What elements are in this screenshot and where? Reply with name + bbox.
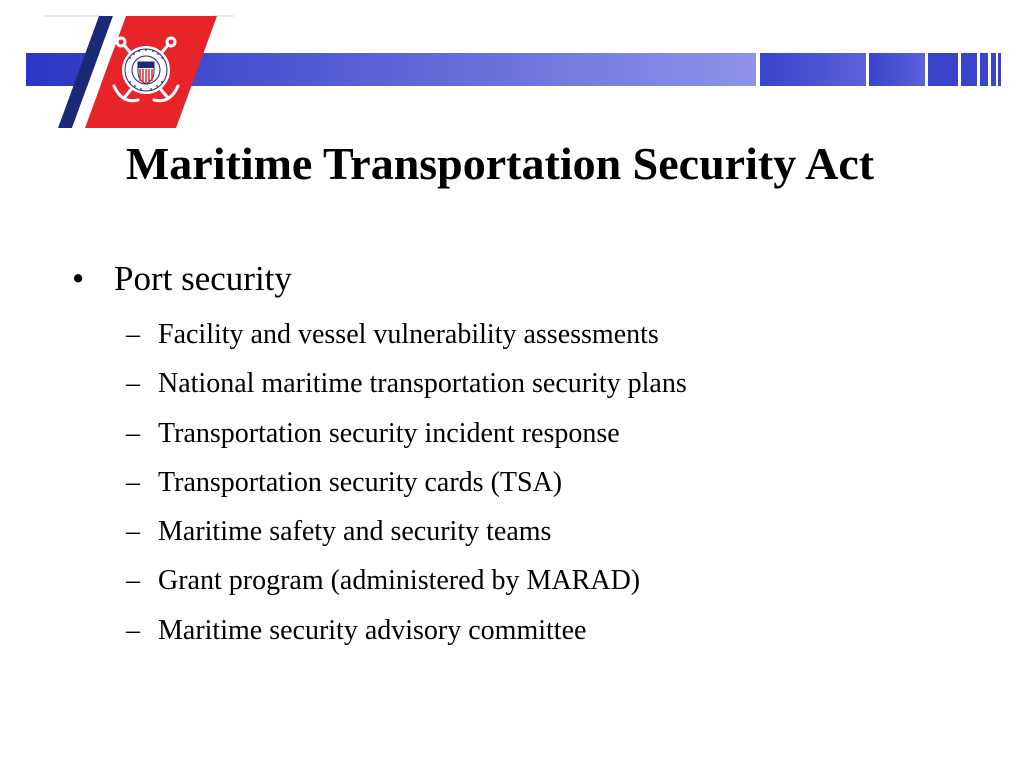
dash-marker: –	[126, 516, 140, 548]
sub-bullet-item	[72, 507, 992, 556]
sub-bullet-text: Transportation security incident response	[158, 417, 620, 449]
dash-marker: –	[126, 417, 140, 449]
sub-bullet-text: Facility and vessel vulnerability assessments	[158, 319, 659, 350]
bullet-text: Port security	[114, 259, 292, 298]
bullet-list	[72, 254, 992, 655]
header-band	[0, 0, 1024, 140]
sub-bullet-text: National maritime transportation security plans	[158, 368, 687, 400]
header-block	[961, 53, 977, 86]
sub-bullet-item	[72, 310, 992, 359]
sub-bullet-item	[72, 409, 992, 458]
sub-bullet-text: Maritime safety and security teams	[158, 516, 552, 548]
bullet-level-1	[72, 254, 992, 304]
bullet-item	[72, 254, 992, 655]
header-block	[869, 53, 925, 86]
slide-title: Maritime Transportation Security Act	[125, 138, 875, 189]
sub-bullet-text: Transportation security cards (TSA)	[158, 466, 563, 498]
dash-marker: –	[126, 466, 140, 498]
sub-bullet-item	[72, 556, 992, 605]
dash-marker: –	[126, 368, 140, 400]
dash-marker: –	[126, 565, 140, 597]
sub-bullet-text: Maritime security advisory committee	[158, 614, 587, 646]
header-block	[991, 53, 996, 86]
header-block	[928, 53, 958, 86]
sub-bullet-text: Grant program (administered by MARAD)	[158, 565, 641, 597]
header-block	[760, 53, 866, 86]
sub-bullet-item	[72, 606, 992, 655]
header-block	[980, 53, 988, 86]
sub-bullet-item	[72, 359, 992, 408]
sub-bullet-item	[72, 458, 992, 507]
header-block	[998, 53, 1001, 86]
dash-marker: –	[126, 319, 140, 350]
sub-bullet-list	[72, 310, 992, 655]
dash-marker: –	[126, 614, 140, 646]
bullet-marker: •	[72, 259, 85, 298]
